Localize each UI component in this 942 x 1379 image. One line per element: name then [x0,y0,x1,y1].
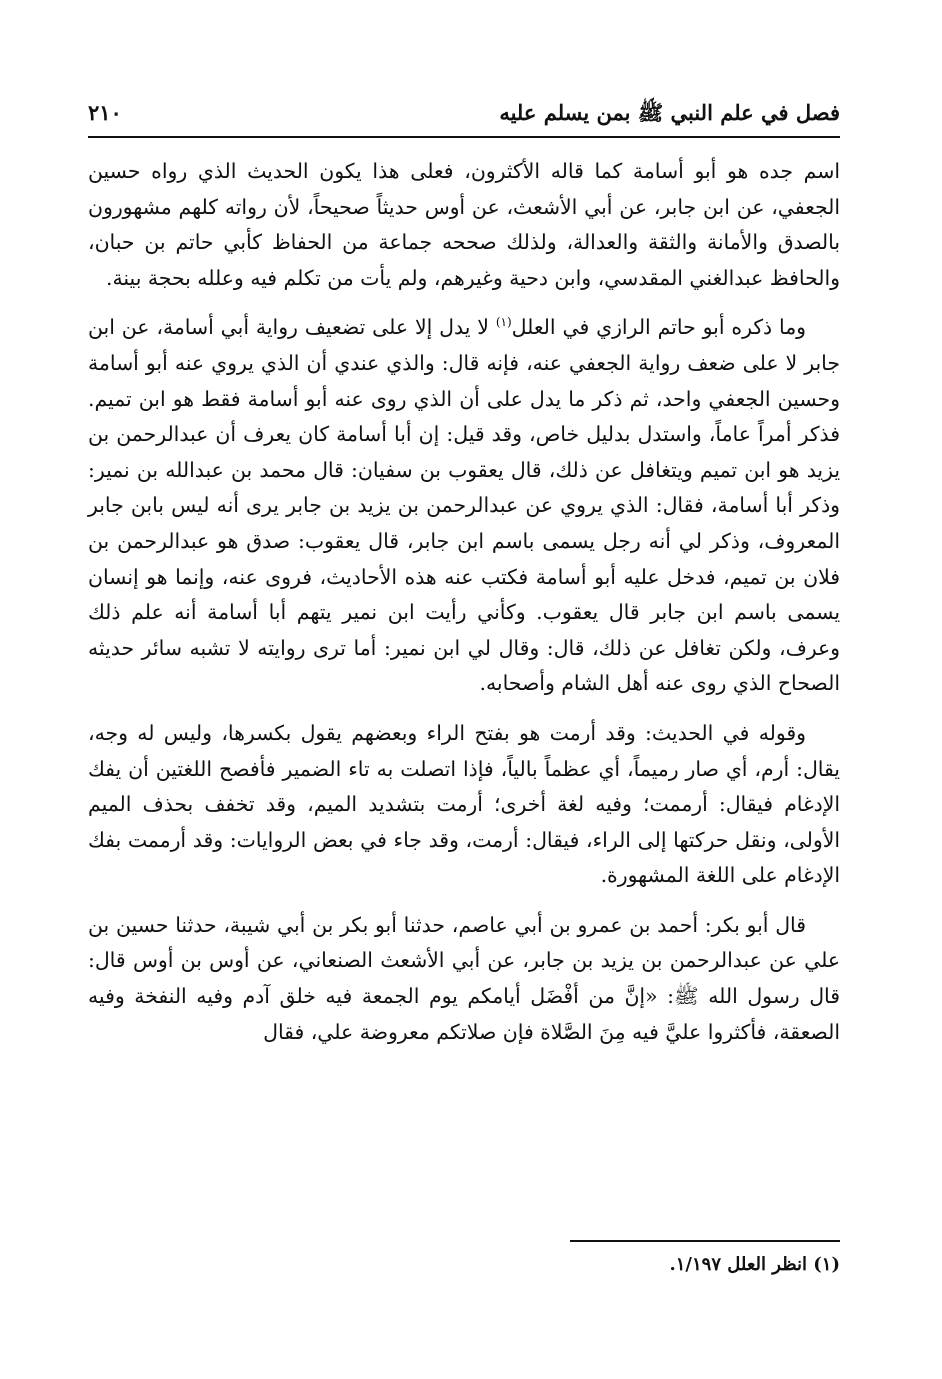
paragraph-3: وقوله في الحديث: وقد أرمت هو بفتح الراء وبعضهم يقول بكسرها، وليس له وجه، يقال: أرم، أي صار رميماً، أي عظماً بالياً، فإذا اتصلت به تاء الضمير فأفصح اللغتين أن يفك الإدغام فيقال: أرممت؛ وفيه لغة أخرى؛ أرمت بتشديد الميم، وقد تخفف بحذف الميم الأولى، ونقل حركتها إلى الراء، فيقال: أرمت، وقد جاء في بعض الروايات: وقد أرممت بفك الإدغام على اللغة المشهورة. [88,720,840,888]
footnote: (١) انظر العلل ١/١٩٧. [669,1254,840,1275]
paragraph-2-start: وما ذكره أبو حاتم الرازي في العلل [511,315,806,340]
page-number: ٢١٠ [88,100,122,125]
paragraph-2-rest: لا يدل إلا على تضعيف رواية أبي أسامة، عن ابن جابر لا على ضعف رواية الجعفي عنه، فإنه قال: والذي عندي أن الذي يروي عنه أبو أسامة وحسين الجعفي واحد، ثم ذكر ما يدل على أن الذي روى عنه أبو أسامة فقط هو ابن تميم. فذكر أمراً عاماً، واستدل بدليل خاص، وقد قيل: إن أبا أسامة كان يعرف أن عبدالرحمن بن يزيد هو ابن تميم ويتغافل عن ذلك، قال يعقوب بن سفيان: قال محمد بن عبدالله بن نمير: وذكر أبا أسامة، فقال: الذي يروي عن عبدالرحمن بن يزيد بن جابر يرى أنه ليس بابن جابر المعروف، وذكر لي أنه رجل يسمى باسم ابن جابر، قال يعقوب: صدق هو عبدالرحمن بن فلان بن تميم، فدخل عليه أبو أسامة فكتب عنه هذه الأحاديث، فروى عنه، وإنما هو إنسان يسمى باسم ابن جابر قال يعقوب. وكأني رأيت ابن نمير يتهم أبا أسامة أنه علم ذلك وعرف، ولكن تغافل عن ذلك، قال: وقال لي ابن نمير: أما ترى روايته لا تشبه سائر حديثه الصحاح الذي روى عنه أهل الشام وأصحابه. [88,315,840,696]
chapter-title: فصل في علم النبي ﷺ بمن يسلم عليه [499,100,840,125]
paragraph-1: اسم جده هو أبو أسامة كما قاله الأكثرون، فعلى هذا يكون الحديث الذي رواه حسين الجعفي، عن ابن جابر، عن أبي الأشعث، عن أوس حديثاً صحيحاً، لأن رواته كلهم مشهورون بالصدق والأمانة والثقة والعدالة، ولذلك صححه جماعة من الحفاظ كأبي حاتم بن حبان، والحافظ عبدالغني المقدسي، وابن دحية وغيرهم، ولم يأت من تكلم فيه وعلله بحجة بينة. [88,159,840,290]
page-header [88,96,840,138]
paragraph-4: قال أبو بكر: أحمد بن عمرو بن أبي عاصم، حدثنا أبو بكر بن أبي شيبة، حدثنا حسين بن علي عن عبدالرحمن بن يزيد بن جابر، عن أبي الأشعث الصنعاني، عن أوس بن أوس قال: قال رسول الله ﷺ: «إنَّ من أفْضَل أيامكم يوم الجمعة فيه خلق آدم وفيه النفخة وفيه الصعقة، فأكثروا عليَّ فيه مِنَ الصَّلاة فإن صلاتكم معروضة علي، فقال [88,912,840,1044]
main-text [88,154,840,1050]
footnote-divider [570,1240,840,1242]
paragraph-2 [88,310,840,702]
footnote-reference[interactable]: (١) [495,315,512,330]
book-page [88,96,840,1296]
